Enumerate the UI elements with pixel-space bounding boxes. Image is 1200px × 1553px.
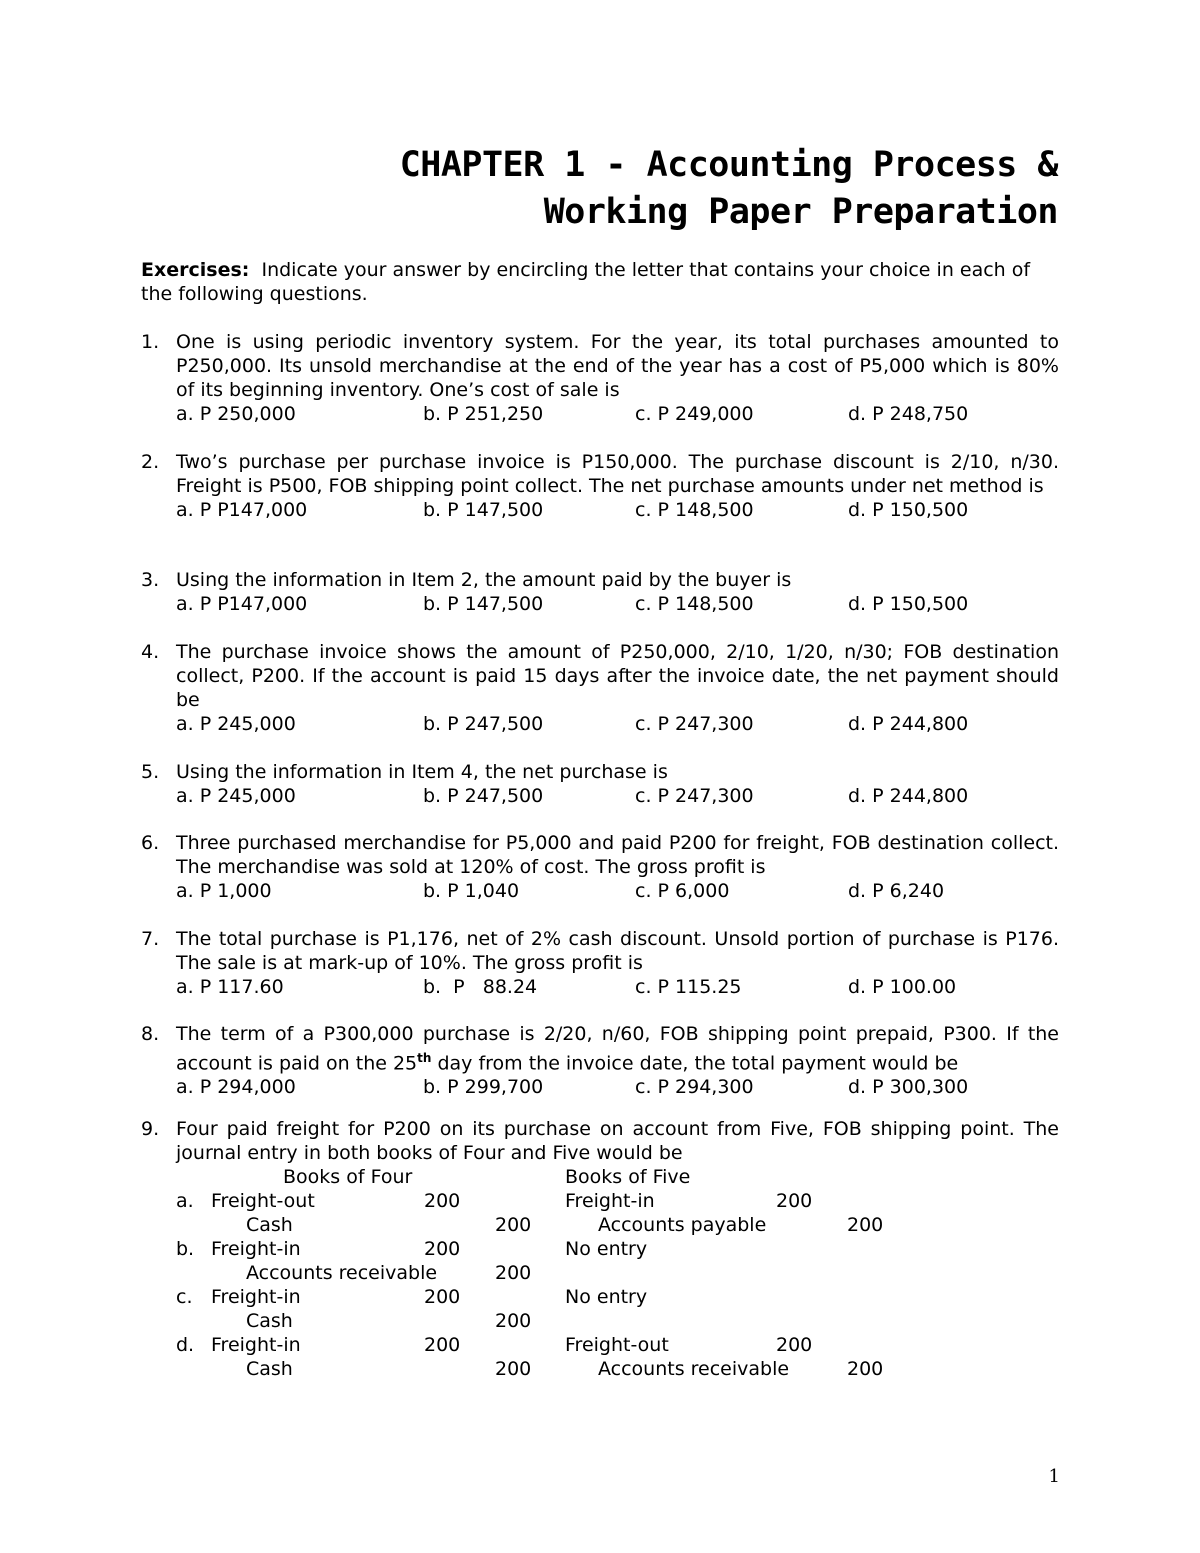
question-2 bbox=[141, 450, 1059, 522]
question-number: 9. bbox=[141, 1118, 160, 1140]
five-credit-account: Accounts receivable bbox=[598, 1358, 790, 1380]
entry-c-credit-row bbox=[176, 1309, 1059, 1333]
question-number: 4. bbox=[141, 641, 160, 663]
question-7 bbox=[141, 927, 1059, 999]
question-number: 7. bbox=[141, 928, 160, 950]
option-a[interactable]: a. P 250,000 bbox=[176, 403, 296, 425]
option-c[interactable]: c. P 148,500 bbox=[635, 499, 754, 521]
entry-d-credit-row bbox=[176, 1357, 1059, 1381]
option-c[interactable]: c. P 294,300 bbox=[635, 1076, 754, 1099]
answer-options bbox=[176, 592, 1059, 616]
option-d[interactable]: d. P 300,300 bbox=[848, 1076, 969, 1099]
four-debit-account: Freight-in bbox=[211, 1238, 301, 1260]
question-text: Using the information in Item 2, the amount paid by the buyer is bbox=[176, 569, 792, 591]
option-b[interactable]: b. P 247,500 bbox=[423, 713, 544, 735]
entry-d-debit-row bbox=[176, 1333, 1059, 1357]
option-c[interactable]: c. P 249,000 bbox=[635, 403, 754, 425]
option-c[interactable]: c. P 247,300 bbox=[635, 785, 754, 807]
five-debit-account: No entry bbox=[565, 1238, 648, 1260]
question-1 bbox=[141, 330, 1059, 426]
exercises-label: Exercises: bbox=[141, 259, 250, 281]
option-c[interactable]: c. P 148,500 bbox=[635, 593, 754, 615]
option-b[interactable]: b. P 247,500 bbox=[423, 785, 544, 807]
exercises-instructions: Indicate your answer by encircling the letter that contains your choice in each of the following questions. bbox=[141, 259, 1031, 305]
books-of-four-header: Books of Four bbox=[283, 1166, 413, 1188]
answer-options bbox=[176, 1075, 1059, 1099]
option-d[interactable]: d. P 6,240 bbox=[848, 880, 945, 902]
answer-options bbox=[176, 498, 1059, 522]
four-credit-amount: 200 bbox=[495, 1358, 532, 1380]
answer-options bbox=[176, 712, 1059, 736]
option-d[interactable]: d. bbox=[176, 1334, 195, 1356]
question-text-part-2: day from the invoice date, the total payment would be bbox=[431, 1052, 959, 1075]
option-d[interactable]: d. P 100.00 bbox=[848, 976, 957, 998]
option-d[interactable]: d. P 244,800 bbox=[848, 713, 969, 735]
four-credit-amount: 200 bbox=[495, 1214, 532, 1236]
option-a[interactable]: a. P 1,000 bbox=[176, 880, 272, 902]
chapter-title-line-2: Working Paper Preparation bbox=[543, 192, 1058, 232]
books-of-five-header: Books of Five bbox=[565, 1166, 691, 1188]
five-debit-amount: 200 bbox=[776, 1190, 813, 1212]
question-3 bbox=[141, 568, 1059, 616]
option-b[interactable]: b. P 1,040 bbox=[423, 880, 520, 902]
question-9 bbox=[141, 1117, 1059, 1381]
journal-headers bbox=[176, 1165, 1059, 1189]
question-8 bbox=[141, 1022, 1059, 1099]
answer-options bbox=[176, 784, 1059, 808]
option-d[interactable]: d. P 150,500 bbox=[848, 499, 969, 521]
question-text bbox=[176, 1022, 1059, 1075]
four-debit-amount: 200 bbox=[424, 1286, 461, 1308]
five-credit-amount: 200 bbox=[847, 1358, 884, 1380]
question-number: 3. bbox=[141, 569, 160, 591]
question-text: Three purchased merchandise for P5,000 and paid P200 for freight, FOB destination collect. The merchandise was sold at 120% of cost. The gross profit is bbox=[176, 832, 1059, 878]
option-a[interactable]: a. bbox=[176, 1190, 194, 1212]
four-credit-account: Cash bbox=[246, 1310, 293, 1332]
question-text: The purchase invoice shows the amount of P250,000, 2/10, 1/20, n/30; FOB destination collect, P200. If the account is paid 15 days after the invoice date, the net payment should be bbox=[176, 641, 1059, 711]
question-text: The total purchase is P1,176, net of 2% cash discount. Unsold portion of purchase is P176. The sale is at mark-up of 10%. The gross profit is bbox=[176, 928, 1059, 974]
option-b[interactable]: b. P 299,700 bbox=[423, 1076, 544, 1099]
option-d[interactable]: d. P 248,750 bbox=[848, 403, 969, 425]
four-debit-amount: 200 bbox=[424, 1334, 461, 1356]
option-a[interactable]: a. P 245,000 bbox=[176, 785, 296, 807]
entry-b-credit-row bbox=[176, 1261, 1059, 1285]
option-b[interactable]: b. P 147,500 bbox=[423, 499, 544, 521]
option-b[interactable]: b. P 147,500 bbox=[423, 593, 544, 615]
four-debit-account: Freight-in bbox=[211, 1286, 301, 1308]
four-credit-account: Cash bbox=[246, 1358, 293, 1380]
option-c[interactable]: c. bbox=[176, 1286, 193, 1308]
question-text: Using the information in Item 4, the net purchase is bbox=[176, 761, 668, 783]
option-d[interactable]: d. P 150,500 bbox=[848, 593, 969, 615]
chapter-title-line-1: CHAPTER 1 - Accounting Process & bbox=[399, 145, 1058, 185]
answer-options bbox=[176, 402, 1059, 426]
question-number: 2. bbox=[141, 451, 160, 473]
option-a[interactable]: a. P 245,000 bbox=[176, 713, 296, 735]
question-number: 8. bbox=[141, 1023, 160, 1045]
option-a[interactable]: a. P 117.60 bbox=[176, 976, 284, 998]
question-4 bbox=[141, 640, 1059, 736]
five-debit-account: Freight-out bbox=[565, 1334, 669, 1356]
answer-options bbox=[176, 975, 1059, 999]
ordinal-superscript: th bbox=[417, 1051, 432, 1065]
five-debit-amount: 200 bbox=[776, 1334, 813, 1356]
question-number: 6. bbox=[141, 832, 160, 854]
option-a[interactable]: a. P P147,000 bbox=[176, 593, 308, 615]
entry-b-debit-row bbox=[176, 1237, 1059, 1261]
four-debit-account: Freight-out bbox=[211, 1190, 315, 1212]
entry-a-debit-row bbox=[176, 1189, 1059, 1213]
question-text: One is using periodic inventory system. For the year, its total purchases amounted to P250,000. Its unsold merchandise at the end of the year has a cost of P5,000 which is 80% of its beginning inventory. One’s cost of sale is bbox=[176, 331, 1059, 401]
five-debit-account: Freight-in bbox=[565, 1190, 655, 1212]
four-debit-amount: 200 bbox=[424, 1190, 461, 1212]
question-6 bbox=[141, 831, 1059, 903]
four-credit-account: Accounts receivable bbox=[246, 1262, 438, 1284]
question-number: 5. bbox=[141, 761, 160, 783]
question-text-part-1: The term of a P300,000 purchase is 2/20, n/60, FOB shipping point prepaid, P300. If the account is paid on the 25 bbox=[176, 1023, 1059, 1075]
question-number: 1. bbox=[141, 331, 160, 353]
five-credit-account: Accounts payable bbox=[598, 1214, 767, 1236]
entry-a-credit-row bbox=[176, 1213, 1059, 1237]
four-credit-amount: 200 bbox=[495, 1262, 532, 1284]
five-credit-amount: 200 bbox=[847, 1214, 884, 1236]
option-c[interactable]: c. P 115.25 bbox=[635, 976, 742, 998]
four-debit-amount: 200 bbox=[424, 1238, 461, 1260]
four-credit-amount: 200 bbox=[495, 1310, 532, 1332]
option-a[interactable]: a. P 294,000 bbox=[176, 1076, 296, 1099]
five-debit-account: No entry bbox=[565, 1286, 648, 1308]
question-text: Four paid freight for P200 on its purchase on account from Five, FOB shipping point. The journal entry in both books of Four and Five would be bbox=[176, 1118, 1059, 1164]
answer-options bbox=[176, 879, 1059, 903]
question-text: Two’s purchase per purchase invoice is P150,000. The purchase discount is 2/10, n/30. Freight is P500, FOB shipping point collect. The net purchase amounts under net method is bbox=[176, 451, 1059, 497]
option-d[interactable]: d. P 244,800 bbox=[848, 785, 969, 807]
four-credit-account: Cash bbox=[246, 1214, 293, 1236]
option-b[interactable]: b. P 88.24 bbox=[423, 976, 538, 998]
page-number: 1 bbox=[1048, 1466, 1060, 1487]
option-a[interactable]: a. P P147,000 bbox=[176, 499, 308, 521]
entry-c-debit-row bbox=[176, 1285, 1059, 1309]
question-5 bbox=[141, 760, 1059, 808]
option-c[interactable]: c. P 247,300 bbox=[635, 713, 754, 735]
option-c[interactable]: c. P 6,000 bbox=[635, 880, 730, 902]
four-debit-account: Freight-in bbox=[211, 1334, 301, 1356]
exercises-intro bbox=[141, 258, 1059, 306]
option-b[interactable]: b. P 251,250 bbox=[423, 403, 544, 425]
option-b[interactable]: b. bbox=[176, 1238, 195, 1260]
